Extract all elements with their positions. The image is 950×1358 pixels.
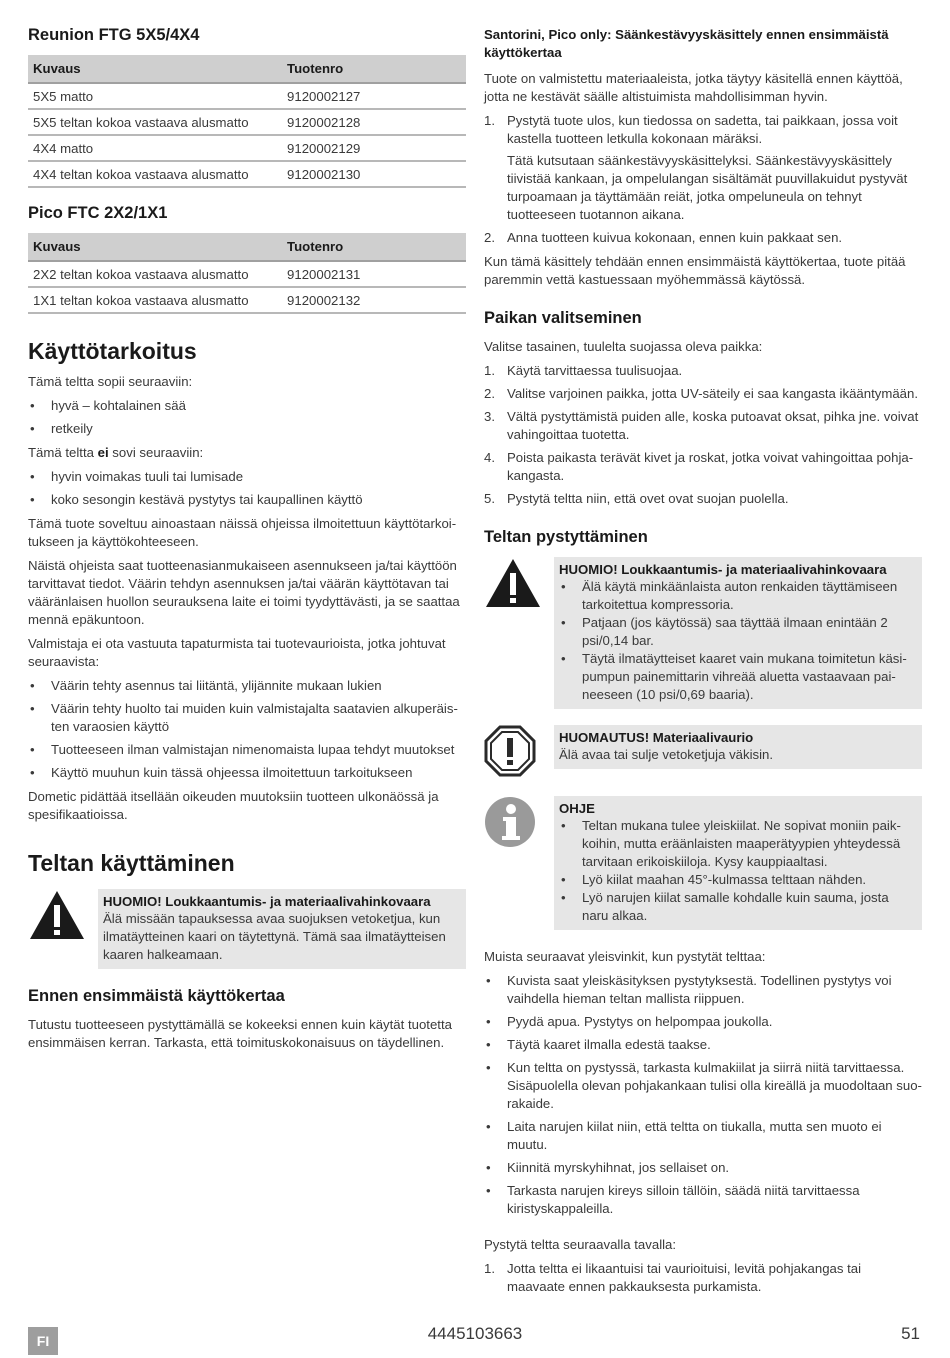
list-item: • Lyö narujen kiilat samalle kohdalle kuin sauma, josta naru alkaa. — [559, 889, 917, 925]
not-suits-intro — [28, 444, 466, 462]
list-item: • Patjaan (jos käytössä) saa täyttää ilmaan enintään 2 psi/0,14 bar. — [559, 614, 917, 650]
paragraph: Dometic pidättää itsellään oikeuden muutoksiin tuotteen ulkonäössä ja spesifikaatioissa. — [28, 789, 439, 822]
first-use-heading: Ennen ensimmäistä käyttökertaa — [28, 987, 285, 1005]
list-item: • Tarkasta narujen kireys silloin tällöin, säädä niitä tarvittaessa kiristyskappaleilla. — [484, 1182, 922, 1218]
list-item: • Lyö kiilat maahan 45°-kulmassa telttaan nähden. — [559, 871, 917, 889]
list-item — [484, 1260, 922, 1296]
list-item: • Käyttö muuhun kuin tässä ohjeessa ilmoitettuun tarkoitukseen — [28, 764, 466, 782]
paragraph: Tuote on valmistettu materiaaleista, jotka täytyy käsitellä ennen käyttöä, jotta ne kestävät säälle altistuimista mahdollisimman hyvin. — [484, 71, 903, 104]
warning-list — [559, 578, 917, 704]
usage-heading: Teltan käyttäminen — [28, 850, 235, 876]
list-item: • Älä käytä minkäänlaista auton renkaiden täyttämiseen tarkoitettua kompressoria. — [559, 578, 917, 614]
steps-intro: Pystytä teltta seuraavalla tavalla: — [484, 1237, 677, 1252]
paragraph: Tutustu tuotteeseen pystyttämällä se kokeeksi ennen kuin käytät tuotetta ensimmäisen kerran. Tarkasta, että toimituskokonaisuus on täydellinen. — [28, 1017, 452, 1050]
warning-notice — [28, 889, 466, 969]
left-column — [28, 26, 466, 1058]
notice-text: Älä avaa tai sulje vetoketjuja väkisin. — [559, 747, 774, 762]
step-text: Poista paikasta terävät kivet ja roskat, jotka voivat vahingoittaa pohjakangasta. — [507, 450, 914, 483]
warning-icon — [28, 889, 98, 946]
paragraph: Valitse tasainen, tuulelta suojassa oleva paikka: — [484, 339, 763, 354]
table-cell: 9120002127 — [282, 83, 466, 109]
paragraph: Valmistaja ei ota vastuuta tapaturmista tai tuotevaurioista, jotka johtuvat seuraavista: — [28, 636, 446, 669]
tips-intro: Muista seuraavat yleisvinkit, kun pystytät telttaa: — [484, 949, 766, 964]
suits-intro: Tämä teltta sopii seuraaviin: — [28, 374, 193, 389]
list-item: • retkeily — [28, 420, 466, 438]
list-item: • Tuotteeseen ilman valmistajan nimenomaista lupaa tehdyt muutokset — [28, 741, 466, 759]
table-cell: 9120002128 — [282, 109, 466, 135]
tip-title: OHJE — [559, 801, 595, 816]
page-number: 51 — [901, 1324, 920, 1343]
table-cell: 4X4 teltan kokoa vastaava alusmatto — [28, 161, 282, 187]
paragraph: Kun tämä käsittely tehdään ennen ensimmäistä käyttökertaa, tuote pitää paremmin vettä kastuessaan myöhemmässä käytössä. — [484, 254, 906, 287]
list-item: • hyvin voimakas tuuli tai lumisade — [28, 468, 466, 486]
step-subtext: Tätä kutsutaan säänkestävyyskäsittelyksi. Säänkestävyyskäsittely tiivistää kankaan, ja ompelulangan sisältämät puuvillakuidut pystyvät turpoamaan ja täyttämään reiät, jotka ompeluneula on tehnyt tuotteeseen tuotannon aikana. — [507, 153, 908, 222]
language-badge: FI — [28, 1327, 58, 1355]
paragraph: Näistä ohjeista saat tuotteenasianmukaiseen asennukseen ja/tai käyttöön tarvittavat tiedot. Väärin tehdyn asennuksen ja/tai väärän käyttötavan tai vääränlaisen huollon seurauksena laite ei toimi tyydyttävästi, ja se saattaa mennä epäkuntoon. — [28, 558, 460, 627]
table-cell: 9120002132 — [282, 287, 466, 313]
tip-notice — [484, 796, 922, 930]
list-item: • Kiinnitä myrskyhihnat, jos sellaiset on. — [484, 1159, 922, 1177]
list-item — [484, 362, 922, 380]
notice-title: HUOMAUTUS! Materiaalivaurio — [559, 730, 754, 745]
list-item: • Teltan mukana tulee yleiskiilat. Ne sopivat moniin paikkoihin, mutta eräänlaisten maaperätyypien yhteydessä tarvitaan erikoiskiiloja. Kysy kauppiaaltasi. — [559, 817, 917, 871]
table-row — [28, 83, 466, 109]
text-span: Tämä teltta — [28, 445, 98, 460]
table-cell: 9120002131 — [282, 261, 466, 287]
warning-icon — [484, 557, 554, 614]
emphasis: ei — [97, 445, 109, 460]
table-cell: 5X5 teltan kokoa vastaava alusmatto — [28, 109, 282, 135]
info-icon — [484, 796, 554, 853]
step-number: 4. — [484, 450, 495, 465]
pitching-heading: Teltan pystyttäminen — [484, 528, 648, 546]
liability-list — [28, 677, 466, 782]
location-steps — [484, 362, 922, 508]
table-row — [28, 261, 466, 287]
column-header: Tuotenro — [282, 55, 466, 83]
text-span: sovi seuraaviin: — [108, 445, 204, 460]
step-text: Valitse varjoinen paikka, jotta UV-säteily ei saa kangasta ikääntymään. — [507, 386, 918, 401]
pico-table — [28, 233, 466, 314]
table-cell: 9120002129 — [282, 135, 466, 161]
list-item: • Kuvista saat yleiskäsityksen pystytyksestä. Todellinen pystytys voi vaihdella hieman teltan mallista riippuen. — [484, 972, 922, 1008]
column-header: Tuotenro — [282, 233, 466, 261]
warning-title: HUOMIO! Loukkaantumis- ja materiaalivahinkovaara — [559, 562, 887, 577]
step-number: 1. — [484, 113, 495, 128]
not-suits-list — [28, 468, 466, 509]
column-header: Kuvaus — [28, 55, 282, 83]
table-cell: 4X4 matto — [28, 135, 282, 161]
step-number: 5. — [484, 491, 495, 506]
pitching-steps — [484, 1260, 922, 1296]
table-header-row — [28, 233, 466, 261]
column-header: Kuvaus — [28, 233, 282, 261]
material-notice — [484, 725, 922, 782]
step-number: 1. — [484, 1261, 495, 1276]
table-cell: 9120002130 — [282, 161, 466, 187]
tips-list — [484, 972, 922, 1218]
warning-text: Älä missään tapauksessa avaa suojuksen vetoketjua, kun ilmatäytteinen kaari on täytettynä. Tämä saa ilmatäytteisen kaaren halkeamaan. — [103, 911, 446, 962]
suits-list — [28, 397, 466, 438]
step-text: Pystytä teltta niin, että ovet ovat suojan puolella. — [507, 491, 789, 506]
list-item — [484, 229, 922, 247]
step-text: Jotta teltta ei likaantuisi tai vaurioituisi, levitä pohjakangas tai maavaate ennen pakkauksesta purkamista. — [507, 1261, 862, 1294]
list-item: • Täytä kaaret ilmalla edestä taakse. — [484, 1036, 922, 1054]
list-item: • Väärin tehty huolto tai muiden kuin valmistajalta saatavien alkuperäisten varaosien käyttö — [28, 700, 466, 736]
step-number: 3. — [484, 409, 495, 424]
paragraph: Tämä tuote soveltuu ainoastaan näissä ohjeissa ilmoitettuun käyttötarkoitukseen ja käyttökohteeseen. — [28, 516, 457, 549]
weather-steps — [484, 112, 922, 247]
list-item: • hyvä – kohtalainen sää — [28, 397, 466, 415]
notice-octagon-icon — [484, 725, 554, 782]
warning-box — [554, 557, 922, 709]
notice-box — [554, 725, 922, 769]
step-text: Käytä tarvittaessa tuulisuojaa. — [507, 363, 683, 378]
pico-title: Pico FTC 2X2/1X1 — [28, 204, 168, 222]
table-row — [28, 109, 466, 135]
table-cell: 1X1 teltan kokoa vastaava alusmatto — [28, 287, 282, 313]
list-item: • Väärin tehty asennus tai liitäntä, ylijännite mukaan lukien — [28, 677, 466, 695]
warning-title: HUOMIO! Loukkaantumis- ja materiaalivahinkovaara — [103, 894, 431, 909]
list-item: • Kun teltta on pystyssä, tarkasta kulmakiilat ja siirrä niitä tarvittaessa. Sisäpuolella olevan pohjakankaan tulisi olla kireällä ja muodoltaan suorakaide. — [484, 1059, 922, 1113]
tip-box — [554, 796, 922, 930]
purpose-heading: Käyttötarkoitus — [28, 338, 197, 364]
tip-list — [559, 817, 917, 925]
table-row — [28, 135, 466, 161]
step-number: 2. — [484, 230, 495, 245]
warning-notice — [484, 557, 922, 709]
list-item — [484, 449, 922, 485]
list-item: • Täytä ilmatäytteiset kaaret vain mukana toimitetun käsipumpun painemittarin vihreää aluetta vastaavaan paineeseen (10 psi/0,69 baaria). — [559, 650, 917, 704]
list-item — [484, 490, 922, 508]
step-number: 1. — [484, 363, 495, 378]
table-row — [28, 161, 466, 187]
list-item — [484, 112, 922, 224]
reunion-table — [28, 55, 466, 188]
location-heading: Paikan valitseminen — [484, 309, 642, 327]
reunion-title: Reunion FTG 5X5/4X4 — [28, 26, 200, 44]
list-item: • Laita narujen kiilat niin, että teltta on tiukalla, mutta sen muoto ei muutu. — [484, 1118, 922, 1154]
step-number: 2. — [484, 386, 495, 401]
step-text: Vältä pystyttämistä puiden alle, koska putoavat oksat, pihka jne. voivat vahingoittaa tuotetta. — [507, 409, 919, 442]
table-cell: 2X2 teltan kokoa vastaava alusmatto — [28, 261, 282, 287]
list-item — [484, 385, 922, 403]
step-text: Anna tuotteen kuivua kokonaan, ennen kuin pakkaat sen. — [507, 230, 843, 245]
table-header-row — [28, 55, 466, 83]
table-cell: 5X5 matto — [28, 83, 282, 109]
table-row — [28, 287, 466, 313]
weather-heading: Santorini, Pico only: Säänkestävyyskäsittely ennen ensimmäistä käyttökertaa — [484, 27, 889, 60]
right-column — [484, 26, 922, 1302]
step-text: Pystytä tuote ulos, kun tiedossa on sadetta, tai paikkaan, jossa voit kastella tuotteen letkulla kokonaan märäksi. — [507, 113, 898, 146]
list-item: • Pyydä apua. Pystytys on helpompaa joukolla. — [484, 1013, 922, 1031]
document-number: 4445103663 — [427, 1324, 523, 1343]
warning-box — [98, 889, 466, 969]
list-item — [484, 408, 922, 444]
list-item: • koko sesongin kestävä pystytys tai kaupallinen käyttö — [28, 491, 466, 509]
